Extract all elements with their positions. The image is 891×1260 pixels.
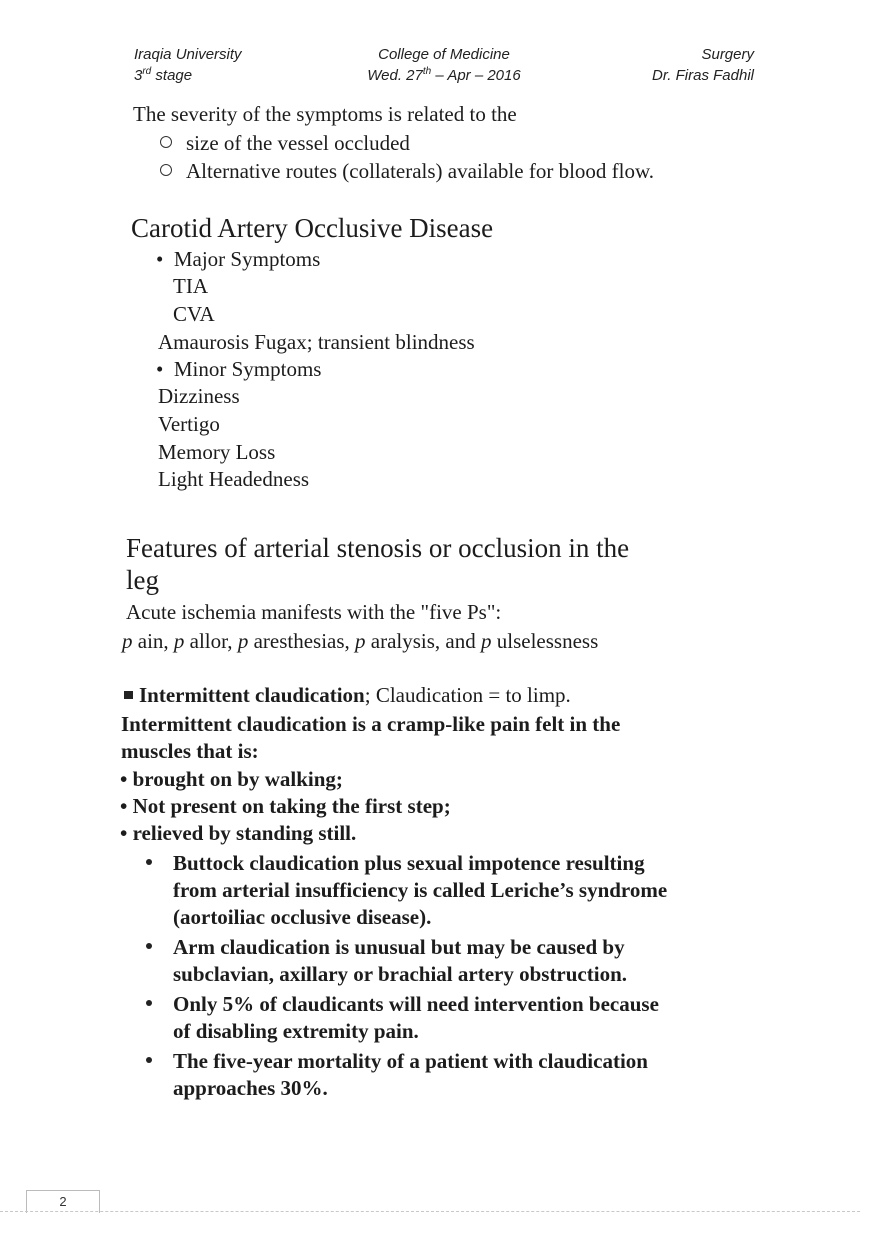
stage-suffix: rd [142,66,152,77]
claudication-desc: Intermittent claudication is a cramp-like pain felt in the [121,712,621,736]
acute-ischemia-text: Acute ischemia manifests with the "five Ps": [126,600,502,624]
claudication-bullet [146,991,152,1017]
circle-bullet-icon [160,164,172,176]
bullet-icon [146,943,152,949]
claudication-bullet [146,934,152,960]
claudication-bullet-text: subclavian, axillary or brachial artery obstruction. [173,962,628,986]
five-ps-line [122,628,598,654]
claudication-trait [120,820,356,846]
p-letter: p [355,629,366,653]
minor-symptom: Light Headedness [158,467,310,491]
claudication-bullet-text: (aortoiliac occlusive disease). [173,905,432,929]
header-subject [610,44,754,86]
p-word: allor, [184,629,238,653]
bullet-icon: • [156,357,174,381]
claudication-bullet [146,1048,152,1074]
bullet-icon [146,1000,152,1006]
minor-symptoms-label [156,356,321,382]
claudication-bullet-text: from arterial insufficiency is called Leriche’s syndrome [173,878,668,902]
major-symptom: CVA [173,302,215,326]
trait-text: Not present on taking the first step; [132,794,451,818]
features-heading-line2: leg [126,565,159,595]
p-letter: p [122,629,133,653]
p-word: ulselessness [491,629,599,653]
lecturer-name: Dr. Firas Fadhil [652,67,754,84]
stage-word: stage [151,67,193,84]
claudication-bullet-text: of disabling extremity pain. [173,1019,419,1043]
intro-text: The severity of the symptoms is related to the [133,102,517,126]
claudication-bullet-text: approaches 30%. [173,1076,328,1100]
stage-label [134,65,242,86]
header-university [134,44,242,86]
minor-label-text: Minor Symptoms [173,357,322,381]
circle-bullet-icon [160,136,172,148]
date-month-year: – Apr – 2016 [431,67,521,84]
major-symptoms-label [156,246,320,272]
bullet-icon [146,1057,152,1063]
major-label-text: Major Symptoms [173,247,321,271]
p-word: aresthesias, [248,629,356,653]
minor-symptom: Vertigo [158,412,220,436]
intro-item [160,130,410,156]
date-day: Wed. 27 [367,67,423,84]
p-letter: p [173,629,185,653]
claudication-title [124,682,571,708]
p-letter: p [237,629,249,653]
claudication-trait [120,766,343,792]
bullet-icon: • [120,794,133,818]
footer-divider [0,1211,860,1212]
p-word: aralysis, and [365,629,482,653]
claudication-bullet-text: The five-year mortality of a patient with claudication [173,1049,648,1073]
p-letter: p [481,629,492,653]
stage-number: 3 [134,67,143,84]
features-heading-line1: Features of arterial stenosis or occlusion in the [126,533,630,563]
minor-symptom: Dizziness [158,384,240,408]
intro-item [160,158,654,184]
claudication-bullet-text: Buttock claudication plus sexual impotence resulting [173,851,645,875]
carotid-heading: Carotid Artery Occlusive Disease [131,213,494,243]
minor-symptom: Memory Loss [158,440,276,464]
major-symptom: TIA [173,274,208,298]
claudication-title-bold: Intermittent claudication [139,683,365,707]
trait-text: brought on by walking; [132,767,343,791]
bullet-icon: • [156,247,174,271]
college-name: College of Medicine [378,46,510,63]
claudication-trait [120,793,451,819]
header-college [352,44,536,86]
date-suffix: th [422,66,432,77]
major-symptom: Amaurosis Fugax; transient blindness [158,330,475,354]
intro-item-text: Alternative routes (collaterals) available for blood flow. [186,159,655,183]
claudication-bullet [146,850,152,876]
p-word: ain, [132,629,174,653]
bullet-icon [146,859,152,865]
lecture-date [352,65,536,86]
intro-item-text: size of the vessel occluded [186,131,410,155]
claudication-bullet-text: Only 5% of claudicants will need intervention because [173,992,659,1016]
university-name: Iraqia University [134,46,242,63]
subject-name: Surgery [701,46,754,63]
claudication-desc: muscles that is: [121,739,259,763]
page-number: 2 [26,1190,100,1213]
claudication-bullet-text: Arm claudication is unusual but may be caused by [173,935,625,959]
square-bullet-icon [124,691,133,699]
bullet-icon: • [120,821,133,845]
trait-text: relieved by standing still. [132,821,357,845]
claudication-title-rest: ; Claudication = to limp. [364,683,571,707]
bullet-icon: • [120,767,133,791]
